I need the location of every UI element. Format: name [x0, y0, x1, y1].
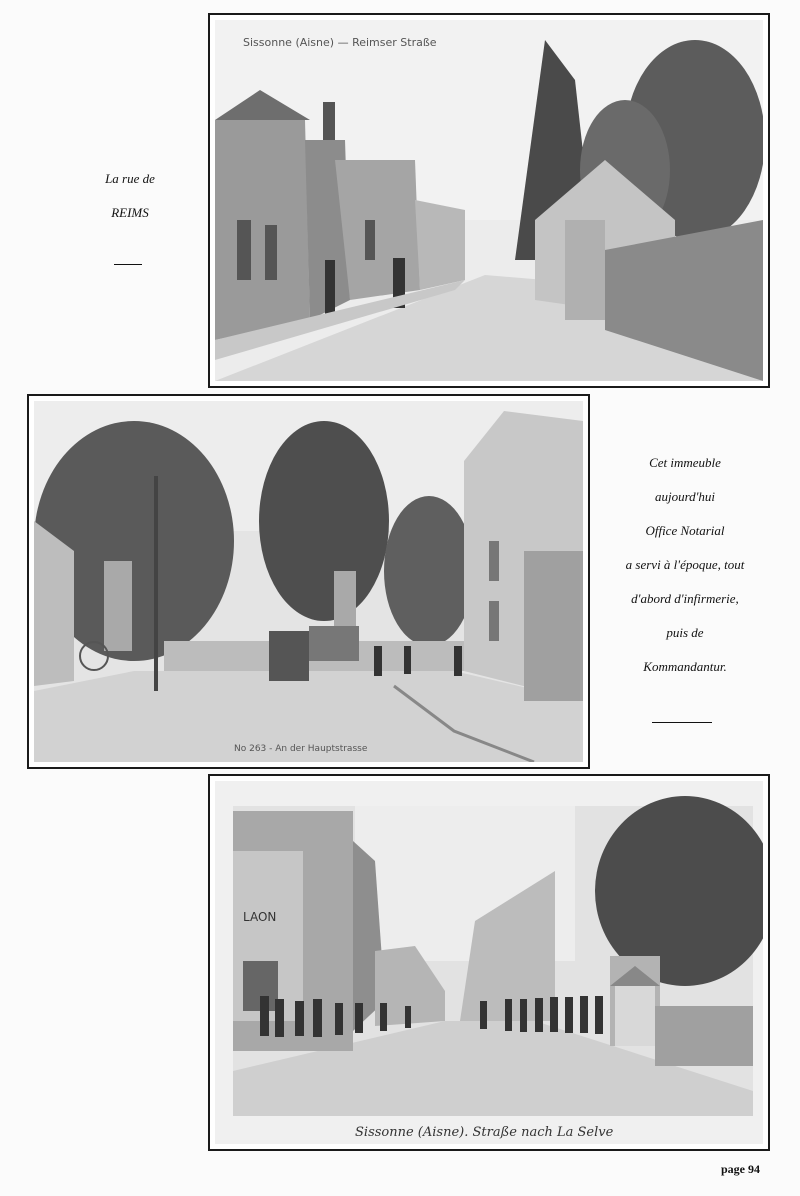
caption-line: REIMS: [111, 205, 149, 220]
caption-line: Cet immeuble: [649, 455, 721, 470]
postcard-label-text: Sissonne (Aisne). Straße nach La Selve: [355, 1125, 614, 1140]
caption-line: a servi à l'époque, tout: [625, 557, 745, 572]
street-photo-image: [215, 20, 763, 381]
street-photo-image: [215, 781, 763, 1144]
shop-sign-text: LAON: [243, 910, 277, 924]
caption-line: aujourd'hui: [654, 489, 716, 504]
caption-line: puis de: [666, 625, 704, 640]
caption-divider: [652, 722, 712, 723]
postcard-label-text: Sissonne (Aisne) — Reimser Straße: [243, 36, 437, 49]
photo-reimser-strasse: [208, 13, 770, 388]
postcard-label-text: No 263 - An der Hauptstrasse: [234, 744, 368, 754]
page-number: page 94: [721, 1162, 760, 1176]
caption-line: Kommandantur.: [643, 659, 727, 674]
caption-line: Office Notarial: [645, 523, 725, 538]
caption-rue-de-reims: [70, 162, 190, 230]
caption-office-notarial: [600, 446, 770, 684]
photo-hauptstrasse: [27, 394, 590, 769]
photo-strasse-nach-la-selve: [208, 774, 770, 1151]
caption-divider: [114, 264, 142, 265]
caption-line: La rue de: [105, 171, 155, 186]
caption-line: d'abord d'infirmerie,: [631, 591, 739, 606]
street-photo-image: [34, 401, 583, 762]
